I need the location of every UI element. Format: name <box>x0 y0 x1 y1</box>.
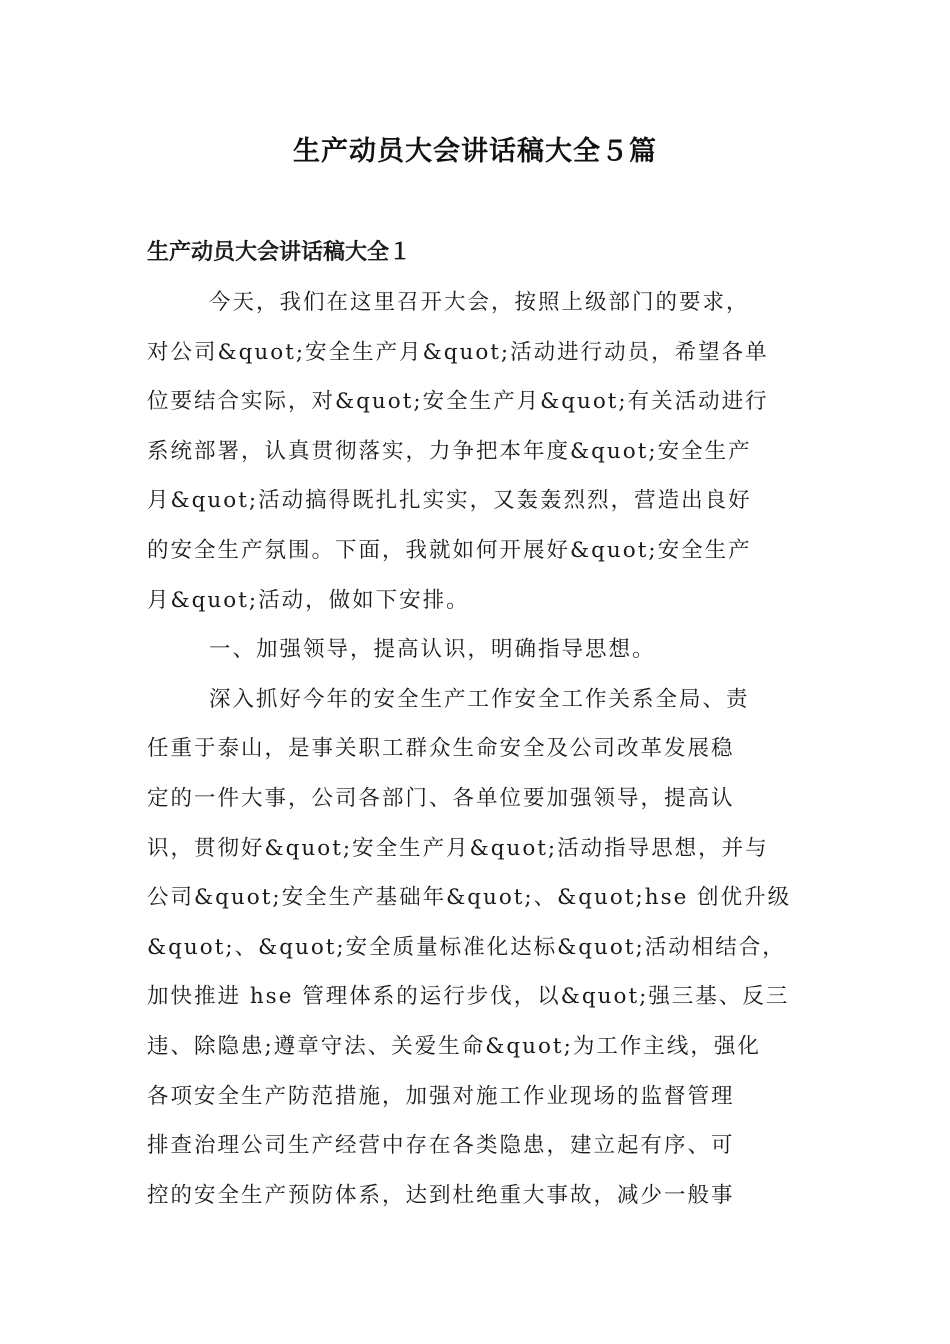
document-title: 生产动员大会讲话稿大全５篇 <box>293 136 657 167</box>
text-line: &quot;、&quot;安全质量标准化达标&quot;活动相结合， <box>147 934 786 960</box>
text-line: 对公司&quot;安全生产月&quot;活动进行动员，希望各单 <box>147 339 769 365</box>
text-line: 各项安全生产防范措施，加强对施工作业现场的监督管理 <box>147 1083 735 1109</box>
text-line: 排查治理公司生产经营中存在各类隐患，建立起有序、可 <box>147 1133 735 1159</box>
text-line: 的安全生产氛围。下面，我就如何开展好&quot;安全生产 <box>147 537 752 563</box>
text-line: 控的安全生产预防体系，达到杜绝重大事故，减少一般事 <box>147 1182 735 1208</box>
text-line: 任重于泰山，是事关职工群众生命安全及公司改革发展稳 <box>147 736 735 762</box>
text-line: 位要结合实际，对&quot;安全生产月&quot;有关活动进行 <box>147 389 769 415</box>
text-line: 今天，我们在这里召开大会，按照上级部门的要求， <box>209 290 750 315</box>
paragraph-point-one-heading <box>147 625 807 675</box>
text-line: 月&quot;活动，做如下安排。 <box>147 587 470 613</box>
text-line: 加快推进 hse 管理体系的运行步伐，以&quot;强三基、反三 <box>147 984 790 1010</box>
text-line: 月&quot;活动搞得既扎扎实实，又轰轰烈烈，营造出良好 <box>147 488 752 514</box>
text-line: 违、除隐患;遵章守法、关爱生命&quot;为工作主线，强化 <box>147 1033 761 1059</box>
text-line: 系统部署，认真贯彻落实，力争把本年度&quot;安全生产 <box>147 438 752 464</box>
document-body <box>147 278 807 1220</box>
paragraph-intro <box>147 278 807 625</box>
text-line: 识，贯彻好&quot;安全生产月&quot;活动指导思想，并与 <box>147 835 769 861</box>
text-line: 深入抓好今年的安全生产工作安全工作关系全局、责 <box>209 686 750 712</box>
text-line: 一、加强领导，提高认识，明确指导思想。 <box>209 637 656 663</box>
text-line: 公司&quot;安全生产基础年&quot;、&quot;hse 创优升级 <box>147 885 792 911</box>
section-heading: 生产动员大会讲话稿大全１ <box>147 239 412 265</box>
paragraph-point-one-body <box>147 675 807 1221</box>
text-line: 定的一件大事，公司各部门、各单位要加强领导，提高认 <box>147 785 735 811</box>
